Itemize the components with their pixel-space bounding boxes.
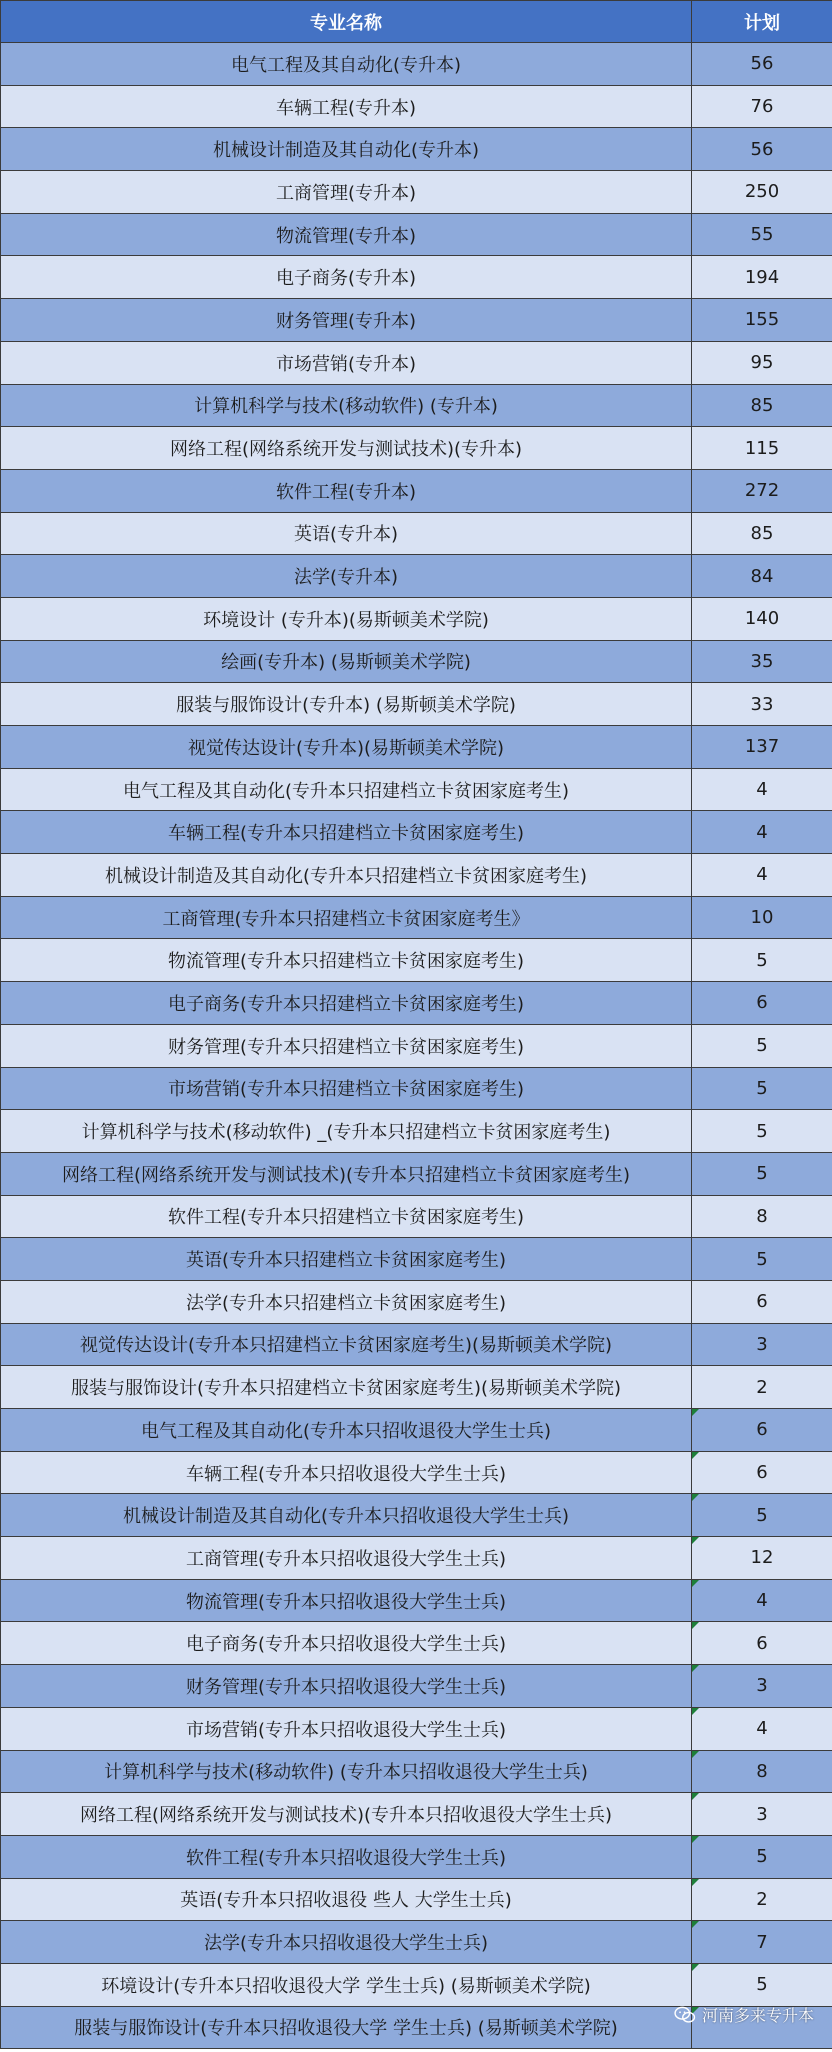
- major-name-cell: 市场营销(专升本只招收退役大学生士兵): [1, 1707, 692, 1750]
- plan-cell: 55: [692, 213, 832, 256]
- plan-cell: 6: [692, 1622, 832, 1665]
- table-row: [1, 1963, 832, 2006]
- major-name-cell: 财务管理(专升本只招收退役大学生士兵): [1, 1665, 692, 1708]
- table-row: [1, 854, 832, 897]
- table-row: [1, 43, 832, 86]
- plan-cell: 140: [692, 597, 832, 640]
- plan-cell: 3: [692, 1323, 832, 1366]
- table-row: [1, 1195, 832, 1238]
- table-row: [1, 1579, 832, 1622]
- table-row: [1, 427, 832, 470]
- plan-cell: 56: [692, 43, 832, 86]
- major-name-cell: 车辆工程(专升本只招收退役大学生士兵): [1, 1451, 692, 1494]
- table-row: [1, 768, 832, 811]
- table-row: [1, 1707, 832, 1750]
- plan-cell: 2: [692, 1366, 832, 1409]
- plan-cell: 137: [692, 726, 832, 769]
- table-row: [1, 1280, 832, 1323]
- table-row: [1, 640, 832, 683]
- major-name-cell: 车辆工程(专升本): [1, 85, 692, 128]
- wechat-icon: [674, 2006, 696, 2024]
- table-row: [1, 1451, 832, 1494]
- major-name-cell: 法学(专升本): [1, 555, 692, 598]
- table-row: [1, 299, 832, 342]
- plan-cell: 5: [692, 1238, 832, 1281]
- major-name-cell: 物流管理(专升本只招建档立卡贫困家庭考生): [1, 939, 692, 982]
- major-name-cell: 市场营销(专升本): [1, 341, 692, 384]
- major-name-cell: 物流管理(专升本): [1, 213, 692, 256]
- plan-cell: 3: [692, 1793, 832, 1836]
- major-name-cell: 电气工程及其自动化(专升本只招收退役大学生士兵): [1, 1409, 692, 1452]
- table-row: [1, 1366, 832, 1409]
- plan-cell: 6: [692, 1280, 832, 1323]
- table-row: [1, 128, 832, 171]
- major-name-cell: 物流管理(专升本只招收退役大学生士兵): [1, 1579, 692, 1622]
- table-row: [1, 512, 832, 555]
- major-name-cell: 工商管理(专升本): [1, 171, 692, 214]
- plan-cell: 35: [692, 640, 832, 683]
- major-name-cell: 服装与服饰设计(专升本) (易斯顿美术学院): [1, 683, 692, 726]
- major-name-cell: 电气工程及其自动化(专升本只招建档立卡贫困家庭考生): [1, 768, 692, 811]
- major-name-cell: 英语(专升本): [1, 512, 692, 555]
- plan-cell: 7: [692, 1921, 832, 1964]
- table-row: [1, 597, 832, 640]
- major-name-cell: 环境设计 (专升本)(易斯顿美术学院): [1, 597, 692, 640]
- table-row: [1, 1067, 832, 1110]
- table-row: [1, 256, 832, 299]
- major-name-cell: 环境设计(专升本只招收退役大学 学生士兵) (易斯顿美术学院): [1, 1963, 692, 2006]
- plan-cell: 4: [692, 811, 832, 854]
- plan-cell: 194: [692, 256, 832, 299]
- table-row: [1, 1622, 832, 1665]
- major-name-cell: 电气工程及其自动化(专升本): [1, 43, 692, 86]
- plan-cell: 33: [692, 683, 832, 726]
- watermark: [674, 2003, 814, 2026]
- plan-cell: 84: [692, 555, 832, 598]
- table-row: [1, 1793, 832, 1836]
- plan-cell: 8: [692, 1750, 832, 1793]
- table-row: [1, 1878, 832, 1921]
- table-row: [1, 1323, 832, 1366]
- table-row: [1, 683, 832, 726]
- table-row: [1, 384, 832, 427]
- plan-cell: 12: [692, 1537, 832, 1580]
- major-name-cell: 车辆工程(专升本只招建档立卡贫困家庭考生): [1, 811, 692, 854]
- plan-cell: 5: [692, 1067, 832, 1110]
- header-major-name: 专业名称: [1, 1, 692, 43]
- major-name-cell: 软件工程(专升本): [1, 469, 692, 512]
- plan-cell: 10: [692, 896, 832, 939]
- table-row: [1, 896, 832, 939]
- table-row: [1, 811, 832, 854]
- plan-cell: 272: [692, 469, 832, 512]
- plan-cell: 4: [692, 768, 832, 811]
- major-name-cell: 机械设计制造及其自动化(专升本只招建档立卡贫困家庭考生): [1, 854, 692, 897]
- plan-cell: 155: [692, 299, 832, 342]
- major-name-cell: 服装与服饰设计(专升本只招建档立卡贫困家庭考生)(易斯顿美术学院): [1, 1366, 692, 1409]
- plan-cell: 56: [692, 128, 832, 171]
- plan-cell: 95: [692, 341, 832, 384]
- plan-cell: 4: [692, 1707, 832, 1750]
- plan-cell: 115: [692, 427, 832, 470]
- major-name-cell: 软件工程(专升本只招建档立卡贫困家庭考生): [1, 1195, 692, 1238]
- major-name-cell: 软件工程(专升本只招收退役大学生士兵): [1, 1835, 692, 1878]
- plan-cell: 85: [692, 512, 832, 555]
- major-name-cell: 机械设计制造及其自动化(专升本只招收退役大学生士兵): [1, 1494, 692, 1537]
- major-name-cell: 机械设计制造及其自动化(专升本): [1, 128, 692, 171]
- plan-cell: 8: [692, 1195, 832, 1238]
- plan-cell: 2: [692, 1878, 832, 1921]
- table-row: [1, 982, 832, 1025]
- table-row: [1, 341, 832, 384]
- plan-cell: 250: [692, 171, 832, 214]
- major-name-cell: 绘画(专升本) (易斯顿美术学院): [1, 640, 692, 683]
- plan-cell: 6: [692, 1409, 832, 1452]
- plan-cell: 76: [692, 85, 832, 128]
- plan-cell: 5: [692, 939, 832, 982]
- major-name-cell: 电子商务(专升本只招收退役大学生士兵): [1, 1622, 692, 1665]
- major-name-cell: 计算机科学与技术(移动软件) (专升本): [1, 384, 692, 427]
- major-name-cell: 财务管理(专升本只招建档立卡贫困家庭考生): [1, 1024, 692, 1067]
- major-name-cell: 财务管理(专升本): [1, 299, 692, 342]
- major-name-cell: 计算机科学与技术(移动软件) _(专升本只招建档立卡贫困家庭考生): [1, 1110, 692, 1153]
- major-name-cell: 视觉传达设计(专升本)(易斯顿美术学院): [1, 726, 692, 769]
- table-row: [1, 213, 832, 256]
- plan-cell: 5: [692, 1835, 832, 1878]
- major-name-cell: 英语(专升本只招建档立卡贫困家庭考生): [1, 1238, 692, 1281]
- major-name-cell: 电子商务(专升本只招建档立卡贫困家庭考生): [1, 982, 692, 1025]
- table-row: [1, 1494, 832, 1537]
- plan-cell: 5: [692, 1152, 832, 1195]
- table-row: [1, 469, 832, 512]
- table-row: [1, 171, 832, 214]
- table-row: [1, 1152, 832, 1195]
- table-row: [1, 85, 832, 128]
- major-name-cell: 计算机科学与技术(移动软件) (专升本只招收退役大学生士兵): [1, 1750, 692, 1793]
- table-row: [1, 1110, 832, 1153]
- plan-cell: 3: [692, 1665, 832, 1708]
- table-row: [1, 939, 832, 982]
- table-row: [1, 1750, 832, 1793]
- plan-cell: 5: [692, 1024, 832, 1067]
- table-body: [1, 43, 832, 2049]
- major-name-cell: 网络工程(网络系统开发与测试技术)(专升本): [1, 427, 692, 470]
- plan-cell: 5: [692, 1963, 832, 2006]
- table-row: [1, 1024, 832, 1067]
- plan-cell: 6: [692, 1451, 832, 1494]
- plan-cell: 85: [692, 384, 832, 427]
- table-header-row: [1, 1, 832, 43]
- plan-cell: 5: [692, 1110, 832, 1153]
- watermark-text: 河南多来专升本: [701, 2006, 814, 2025]
- header-plan: 计划: [692, 1, 832, 43]
- major-name-cell: 网络工程(网络系统开发与测试技术)(专升本只招建档立卡贫困家庭考生): [1, 1152, 692, 1195]
- major-name-cell: 网络工程(网络系统开发与测试技术)(专升本只招收退役大学生士兵): [1, 1793, 692, 1836]
- major-name-cell: 服装与服饰设计(专升本只招收退役大学 学生士兵) (易斯顿美术学院): [1, 2006, 692, 2049]
- table-row: [1, 1409, 832, 1452]
- table-row: [1, 555, 832, 598]
- table-row: [1, 1921, 832, 1964]
- major-name-cell: 法学(专升本只招收退役大学生士兵): [1, 1921, 692, 1964]
- table-row: [1, 1537, 832, 1580]
- table-row: [1, 1835, 832, 1878]
- plan-cell: 5: [692, 1494, 832, 1537]
- major-name-cell: 英语(专升本只招收退役 些人 大学生士兵): [1, 1878, 692, 1921]
- major-name-cell: 市场营销(专升本只招建档立卡贫困家庭考生): [1, 1067, 692, 1110]
- table-row: [1, 726, 832, 769]
- major-name-cell: 工商管理(专升本只招建档立卡贫困家庭考生》: [1, 896, 692, 939]
- major-name-cell: 工商管理(专升本只招收退役大学生士兵): [1, 1537, 692, 1580]
- plan-cell: 6: [692, 982, 832, 1025]
- major-name-cell: 电子商务(专升本): [1, 256, 692, 299]
- plan-cell: 4: [692, 854, 832, 897]
- major-name-cell: 法学(专升本只招建档立卡贫困家庭考生): [1, 1280, 692, 1323]
- table-row: [1, 1665, 832, 1708]
- table-row: [1, 1238, 832, 1281]
- major-name-cell: 视觉传达设计(专升本只招建档立卡贫困家庭考生)(易斯顿美术学院): [1, 1323, 692, 1366]
- plan-cell: 4: [692, 1579, 832, 1622]
